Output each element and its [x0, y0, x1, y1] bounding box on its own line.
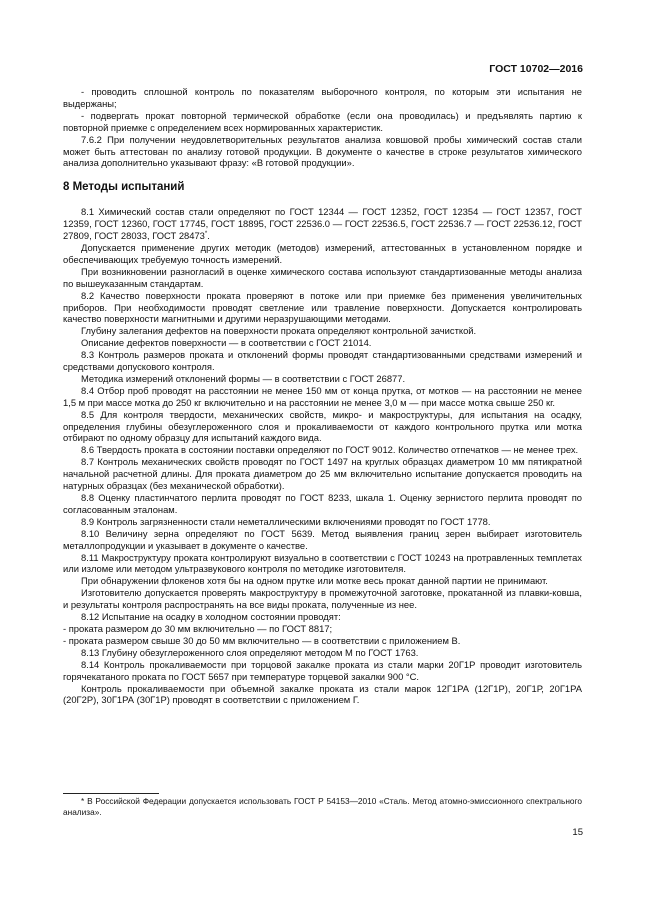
paragraph: 8.9 Контроль загрязненности стали неметаллическими включениями проводят по ГОСТ 1778.: [81, 515, 491, 527]
page-number: 15: [572, 827, 583, 838]
footnote: * В Российской Федерации допускается использовать ГОСТ Р 54153—2010 «Сталь. Метод атомно-эмиссионного спектрального анализа».: [63, 796, 582, 817]
paragraph: 8.3 Контроль размеров проката и отклонений формы проводят стандартизованными средствами измерений и средствами допускового контроля.: [63, 349, 582, 373]
paragraph: Допускается применение других методик (методов) измерений, аттестованных в установленном порядке и обеспечивающих требуемую точность измерений.: [63, 241, 582, 265]
paragraph: 8.7 Контроль механических свойств проводят по ГОСТ 1497 на круглых образцах диаметром 10 мм пятикратной начальной расчетной длины. Для проката диаметром до 25 мм включительно испытание допускается проводить на натурных образцах (без механической обработки).: [63, 456, 582, 492]
paragraph: 8.12 Испытание на осадку в холодном состоянии проводят:: [81, 611, 341, 623]
paragraph: 8.6 Твердость проката в состоянии поставки определяют по ГОСТ 9012. Количество отпечатков — не менее трех.: [81, 444, 579, 456]
paragraph-8-1: [63, 206, 582, 242]
document-id-header: ГОСТ 10702—2016: [489, 63, 583, 75]
paragraph: 7.6.2 При получении неудовлетворительных результатов анализа ковшовой пробы химический состав стали может быть аттестован по анализу готовой продукции. В документе о качестве в строке результатов химического анализа дополнительно указывают фразу: «В готовой продукции».: [63, 133, 582, 169]
paragraph: - проводить сплошной контроль по показателям выборочного контроля, по которым эти испытания не выдержаны;: [63, 86, 582, 109]
footnote-mark: *: [204, 230, 208, 237]
paragraph: Методика измерений отклонений формы — в соответствии с ГОСТ 26877.: [81, 372, 406, 384]
section-title: 8 Методы испытаний: [63, 181, 185, 194]
paragraph: 8.4 Отбор проб проводят на расстоянии не менее 150 мм от конца прутка, от мотков — на расстоянии не менее 1,5 м при массе мотка до 250 кг включительно и на расстоянии не менее 3,0 м — при массе мотка свыше 250 кг.: [63, 384, 582, 408]
list-item: - проката размером до 30 мм включительно — по ГОСТ 8817;: [63, 622, 333, 634]
paragraph: 8.2 Качество поверхности проката проверяют в потоке или при приемке без применения увеличительных приборов. При необходимости проводят светление или травление поверхности. Допускается контролировать качество поверхности магнитными и другими неразрушающими методами.: [63, 289, 582, 325]
paragraph: 8.13 Глубину обезуглероженного слоя определяют методом М по ГОСТ 1763.: [81, 646, 419, 658]
footnote-divider: [63, 793, 159, 794]
paragraph: При обнаружении флокенов хотя бы на одном прутке или мотке весь прокат данной партии не принимают.: [81, 575, 548, 587]
paragraph: Глубину залегания дефектов на поверхности проката определяют контрольной зачисткой.: [81, 325, 477, 337]
paragraph: - подвергать прокат повторной термической обработке (если она проводилась) и предъявлять партию к повторной приемке с определением всех нормированных характеристик.: [63, 109, 582, 133]
paragraph: Описание дефектов поверхности — в соответствии с ГОСТ 21014.: [81, 337, 372, 349]
paragraph: Контроль прокаливаемости при объемной закалке проката из стали марок 12Г1РА (12Г1Р), 20Г1Р, 20Г1РА (20Г2Р), 30Г1РА (30Г1Р) проводят в соответствии с приложением Г.: [63, 682, 582, 706]
paragraph: Изготовителю допускается проверять макроструктуру в промежуточной заготовке, прокатанной из плавки-ковша, и результаты контроля распространять на все виды проката, полученные из нее.: [63, 587, 582, 611]
paragraph: 8.10 Величину зерна определяют по ГОСТ 5639. Метод выявления границ зерен выбирает изготовитель металлопродукции и указывает в документе о качестве.: [63, 527, 582, 551]
paragraph: 8.14 Контроль прокаливаемости при торцовой закалке проката из стали марки 20Г1Р проводит изготовитель горячекатаного проката по ГОСТ 5657 при температуре торцевой закалки 900 °С.: [63, 658, 582, 682]
paragraph: 8.11 Макроструктуру проката контролируют визуально в соответствии с ГОСТ 10243 на протравленных темплетах или изломе или методом ультразвукового контроля по методике изготовителя.: [63, 551, 582, 575]
paragraph-8-1-text: 8.1 Химический состав стали определяют по ГОСТ 12344 — ГОСТ 12352, ГОСТ 12354 — ГОСТ 12357, ГОСТ 12359, ГОСТ 12360, ГОСТ 17745, ГОСТ 18895, ГОСТ 22536.0 — ГОСТ 22536.5, ГОСТ 22536.7 — ГОСТ 22536.12, ГОСТ 27809, ГОСТ 28033, ГОСТ 28473: [63, 206, 582, 242]
list-item: - проката размером свыше 30 до 50 мм включительно — в соответствии с приложением В.: [63, 634, 461, 646]
paragraph: 8.8 Оценку пластинчатого перлита проводят по ГОСТ 8233, шкала 1. Оценку зернистого перлита проводят по согласованным эталонам.: [63, 492, 582, 515]
paragraph: При возникновении разногласий в оценке химического состава используют стандартизованные методы анализа по вышеуказанным стандартам.: [63, 265, 582, 289]
page-content: [63, 86, 582, 706]
paragraph-8-1-end: .: [207, 230, 210, 242]
paragraph: 8.5 Для контроля твердости, механических свойств, микро- и макроструктуры, для испытания на осадку, определения глубины обезуглероженного слоя и прокаливаемости от каждого контрольного прутка или мотка отбирают по одному образцу для испытаний каждого вида.: [63, 408, 582, 444]
